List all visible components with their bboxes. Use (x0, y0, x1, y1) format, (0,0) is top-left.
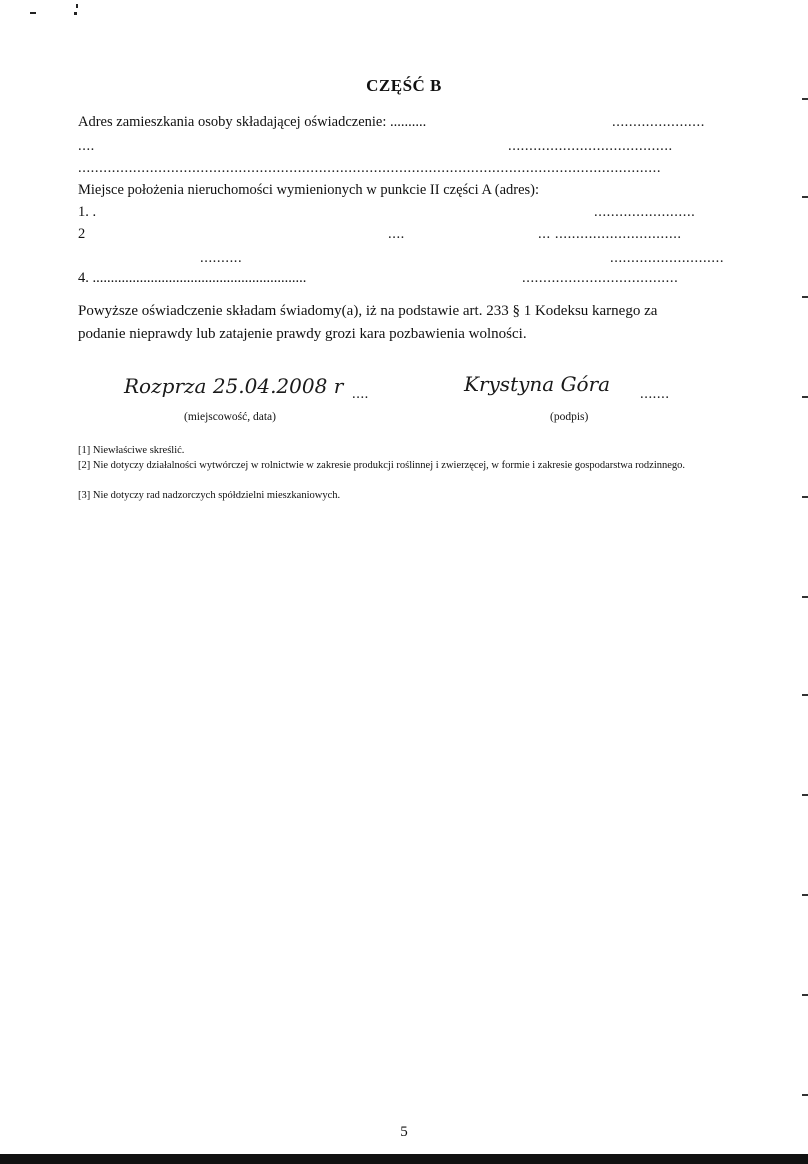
signature-handwritten: Krystyna Góra (464, 372, 611, 396)
scan-speck (30, 12, 36, 14)
property-item-2-dots: ... .............................. (538, 226, 682, 242)
property-item-3-mid: .......... (200, 250, 243, 266)
address-line2-right: ....................................... (508, 138, 673, 154)
edge-tick (802, 496, 808, 498)
place-date-handwritten: Rozprza 25.04.2008 r (124, 374, 344, 398)
footnote-3: [3] Nie dotyczy rad nadzorczych spółdzielni mieszkaniowych. (78, 490, 341, 501)
property-label: Miejsce położenia nieruchomości wymienionych w punkcie II części A (adres): (78, 182, 540, 198)
address-line3: .......................................................................................................................................... (78, 160, 662, 176)
property-item-3-dots: ........................... (610, 250, 725, 266)
edge-tick (802, 794, 808, 796)
footnote-2: [2] Nie dotyczy działalności wytwórczej w rolnictwie w zakresie produkcji roślinnej i zwierzęcej, w formie i zakresie gospodarstwa rodzinnego. (78, 460, 686, 471)
edge-tick (802, 994, 808, 996)
property-item-1: 1. . (78, 204, 97, 220)
property-item-2-mid: .... (388, 226, 405, 242)
edge-tick (802, 894, 808, 896)
statement-line-1: Powyższe oświadczenie składam świadomy(a), iż na podstawie art. 233 § 1 Kodeksu karnego za (78, 303, 658, 319)
address-line2-left: .... (78, 138, 95, 154)
property-item-2: 2 (78, 226, 86, 242)
property-item-4: 4. ........................................................... (78, 270, 307, 286)
edge-tick (802, 396, 808, 398)
edge-tick (802, 596, 808, 598)
scan-speck (76, 4, 78, 8)
edge-tick (802, 1094, 808, 1096)
statement-line-2: podanie nieprawdy lub zatajenie prawdy grozi kara pozbawienia wolności. (78, 326, 527, 342)
edge-tick (802, 98, 808, 100)
signature-dots: ....... (640, 386, 670, 402)
scan-speck (74, 12, 77, 15)
scan-bottom-edge (0, 1154, 808, 1164)
footnote-1: [1] Niewłaściwe skreślić. (78, 445, 185, 456)
place-date-dots: .... (352, 386, 369, 402)
signature-label: (podpis) (550, 411, 589, 423)
address-dots-right: ...................... (612, 114, 705, 130)
address-label: Adres zamieszkania osoby składającej oświadczenie: .......... (78, 114, 427, 130)
place-date-label: (miejscowość, data) (184, 411, 276, 423)
edge-tick (802, 196, 808, 198)
page-number: 5 (400, 1124, 408, 1140)
edge-tick (802, 694, 808, 696)
edge-tick (802, 296, 808, 298)
property-item-1-dots: ........................ (594, 204, 696, 220)
property-item-4-dots: ..................................... (522, 270, 679, 286)
section-title: CZĘŚĆ B (366, 76, 442, 95)
